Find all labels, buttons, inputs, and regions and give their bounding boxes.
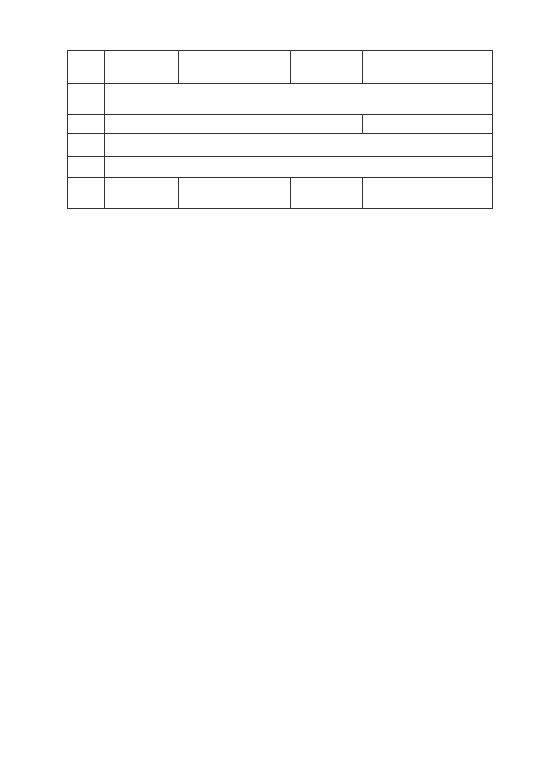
section-iii-row [68,84,493,115]
section-iii-tt [68,84,105,115]
section-iv-row [68,115,493,134]
advertising-table [67,50,493,209]
last-row-note [363,178,493,209]
section-c-tt [68,134,105,157]
table-header-row [68,51,493,84]
section-iv-title [105,115,363,134]
last-row-tt [68,178,105,209]
last-row-code [105,178,179,209]
header-code [105,51,179,84]
section-iii-title [105,84,493,115]
section-iv-tt [68,115,105,134]
last-row [68,178,493,209]
last-row-area [291,178,363,209]
section-c-row [68,134,493,157]
section-iv-note [363,115,493,134]
header-type [179,51,291,84]
section-c-title [105,134,493,157]
section-i-tt [68,157,105,178]
section-i-row [68,157,493,178]
header-area [291,51,363,84]
last-row-type [179,178,291,209]
header-tt [68,51,105,84]
header-note [363,51,493,84]
section-i-title [105,157,493,178]
